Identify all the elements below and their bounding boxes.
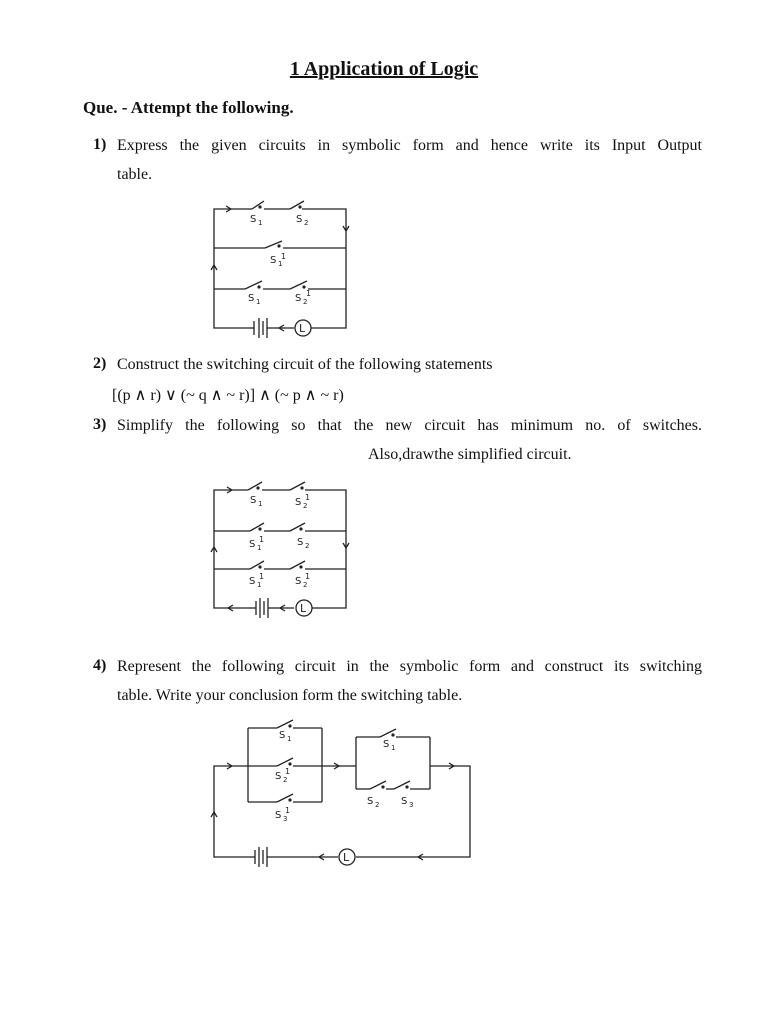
svg-text:L: L — [299, 322, 306, 335]
svg-text:3: 3 — [283, 815, 288, 823]
svg-text:S: S — [295, 293, 302, 304]
svg-text:L: L — [343, 851, 350, 864]
question-1-line-2: table. — [117, 166, 153, 183]
question-3-number: 3) — [93, 416, 107, 433]
svg-text:S: S — [249, 576, 256, 587]
svg-text:1: 1 — [285, 767, 291, 776]
question-1-line-1: Express the given circuits in symbolic form and hence write its Input Output — [117, 137, 702, 154]
question-2-expression: [(p ∧ r) ∨ (~ q ∧ ~ r)] ∧ (~ p ∧ ~ r) — [112, 387, 344, 404]
svg-text:S: S — [249, 539, 256, 550]
question-3-line-1: Simplify the following so that the new circuit has minimum no. of switches. — [117, 417, 702, 434]
page-title: 1 Application of Logic — [289, 58, 479, 80]
svg-text:1: 1 — [281, 252, 287, 261]
svg-text:2: 2 — [303, 581, 308, 589]
question-1-number: 1) — [93, 136, 107, 153]
svg-text:1: 1 — [305, 572, 311, 581]
svg-text:S: S — [279, 730, 286, 741]
svg-text:1: 1 — [256, 298, 261, 306]
svg-text:1: 1 — [278, 260, 283, 268]
svg-text:S: S — [248, 293, 255, 304]
circuit-3-parallel-switches — [275, 720, 293, 823]
question-3-line-2: Also,drawthe simplified circuit. — [368, 446, 572, 463]
svg-text:S: S — [296, 214, 303, 225]
question-2-number: 2) — [93, 355, 107, 372]
svg-text:S: S — [275, 810, 282, 821]
section-heading: Que. - Attempt the following. — [83, 98, 294, 117]
svg-text:S: S — [367, 796, 374, 807]
svg-text:1: 1 — [257, 544, 262, 552]
svg-text:2: 2 — [303, 502, 308, 510]
svg-text:1: 1 — [391, 744, 396, 752]
question-4-line-1: Represent the following circuit in the symbolic form and construct its switching — [117, 658, 702, 675]
svg-text:S: S — [401, 796, 408, 807]
svg-text:2: 2 — [304, 219, 309, 227]
question-4-line-2: table. Write your conclusion form the switching table. — [117, 687, 463, 704]
svg-text:1: 1 — [258, 219, 263, 227]
svg-text:1: 1 — [287, 735, 292, 743]
svg-text:S: S — [250, 495, 257, 506]
svg-text:L: L — [300, 602, 307, 615]
svg-text:S: S — [297, 537, 304, 548]
svg-text:2: 2 — [303, 298, 308, 306]
svg-text:S: S — [295, 576, 302, 587]
svg-text:2: 2 — [283, 776, 288, 784]
svg-text:1: 1 — [258, 500, 263, 508]
svg-text:2: 2 — [305, 542, 310, 550]
svg-text:1: 1 — [257, 581, 262, 589]
circuit-3-battery — [250, 847, 338, 867]
svg-text:1: 1 — [259, 535, 265, 544]
svg-text:1: 1 — [306, 289, 312, 298]
question-2-line-1: Construct the switching circuit of the following statements — [117, 356, 493, 373]
circuit-3-wires — [214, 728, 470, 857]
svg-text:S: S — [250, 214, 257, 225]
svg-text:3: 3 — [409, 801, 414, 809]
svg-text:1: 1 — [259, 572, 265, 581]
circuit-3-lamp — [339, 849, 355, 865]
svg-text:S: S — [295, 497, 302, 508]
svg-text:S: S — [275, 771, 282, 782]
question-4-number: 4) — [93, 657, 107, 674]
svg-text:2: 2 — [375, 801, 380, 809]
circuit-3-second-block-switches — [367, 729, 413, 809]
svg-text:1: 1 — [285, 806, 291, 815]
svg-text:S: S — [383, 739, 390, 750]
svg-text:1: 1 — [305, 493, 311, 502]
svg-text:S: S — [270, 255, 277, 266]
